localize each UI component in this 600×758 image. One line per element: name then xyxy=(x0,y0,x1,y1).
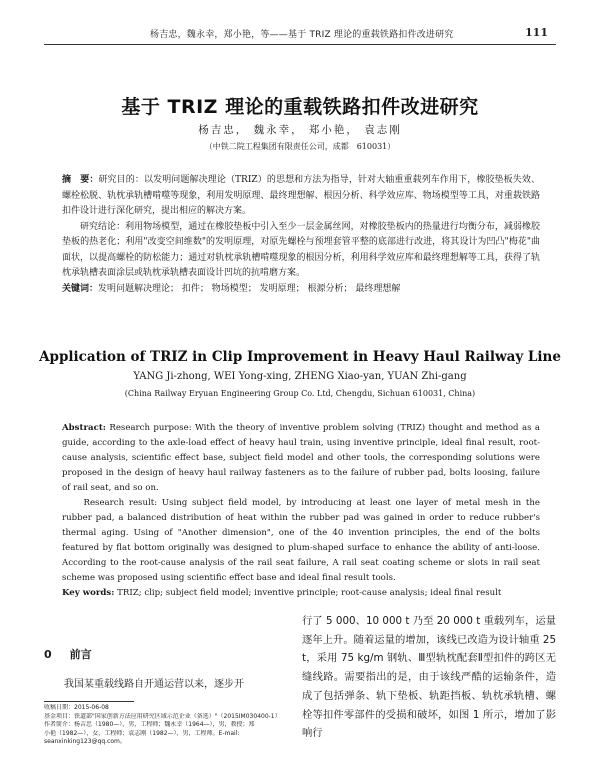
footnote-fund: 基金项目：铁道部"国家创新方法应用研究区域示范企业（备选）"（2015IM030400-1） xyxy=(44,712,281,720)
keywords-chinese xyxy=(62,282,540,298)
running-head: 杨吉忠，魏永幸，郑小艳，等——基于 TRIZ 理论的重载铁路扣件改进研究 xyxy=(150,30,454,40)
keywords-en-label: Key words: xyxy=(62,588,115,598)
authors-chinese: 杨吉忠， 魏永幸， 郑小艳， 袁志刚 xyxy=(198,124,402,136)
abstract-en-purpose xyxy=(62,421,540,496)
abstract-chinese xyxy=(62,173,540,297)
abstract-english xyxy=(62,421,540,601)
right-column xyxy=(302,612,556,743)
footnote-bio-1: 作者简介：杨吉忠（1980—），男，工程师；魏永幸（1964—），男，教授；郑 xyxy=(44,721,255,729)
left-column xyxy=(44,646,296,694)
footnote-rule xyxy=(44,701,134,702)
abstract-cn-result: 研究结论：利用物场模型，通过在橡胶垫板中引入至少一层金属丝网，对橡胶垫板内的热量进行均衡分布，减弱橡胶垫板的热老化；利用"改变空间维数"的发明原理，对原先螺栓与预埋套管平整的底部进行改进，将其设计为凹凸"梅花"曲面状，以提高螺栓的防松能力；通过对轨枕承轨槽啃噬现象的根因分析，利用科学效应库和最终理想解等工具，获得了轨枕承轨槽表面涂层或轨枕承轨槽表面设计凹坑的抗啃磨方案。 xyxy=(62,221,540,278)
footnote-bio-2: 小艳（1982—），女，工程师；袁志刚（1982—），男，工程师。E-mail: xyxy=(44,729,240,737)
footnote-received: 收稿日期：2015-06-08 xyxy=(44,704,109,711)
header-rule xyxy=(44,44,556,45)
section-heading xyxy=(44,646,296,662)
abstract-cn-purpose xyxy=(62,173,540,220)
title-chinese: 基于 TRIZ 理论的重载铁路扣件改进研究 xyxy=(121,96,479,118)
keywords-cn-label: 关键词： xyxy=(62,283,99,294)
section-title: 前言 xyxy=(69,648,92,661)
title-english: Application of TRIZ in Clip Improvement in Heavy Haul Railway Line xyxy=(39,349,561,365)
affiliation-chinese: （中铁二院工程集团有限责任公司，成都 610031） xyxy=(204,142,396,151)
authors-english: YANG Ji-zhong, WEI Yong-xing, ZHENG Xiao-yan, YUAN Zhi-gang xyxy=(133,371,467,382)
footnote-email: seanxinking123@qq.com。 xyxy=(44,738,126,746)
affiliation-english: (China Railway Eryuan Engineering Group Co. Ltd, Chengdu, Sichuan 610031, China) xyxy=(124,389,476,398)
keywords-cn-text: 发明问题解决理论； 扣件； 物场模型； 发明原理； 根源分析； 最终理想解 xyxy=(98,283,401,294)
abstract-cn-purpose-text: 研究目的：以发明问题解决理论（TRIZ）的思想和方法为指导，针对大轴重重载列车作用下，橡胶垫板失效、螺栓松脱、轨枕承轨槽啃噬等现象，利用发明原理、最终理想解、根因分析、科学效应库、物场模型等工具，对重载铁路扣件设计进行深化研究，提出相应的解决方案。 xyxy=(62,175,540,216)
abstract-en-label: Abstract: xyxy=(62,423,106,433)
abstract-cn-label: 摘 要： xyxy=(62,175,99,185)
keywords-english xyxy=(62,586,540,601)
keywords-en-text: TRIZ; clip; subject field model; inventive principle; root-cause analysis; ideal final result xyxy=(117,588,502,598)
abstract-en-result: Research result: Using subject field model, by introducing at least one layer of metal mesh in the rubber pad, a balanced distribution of heat within the rubber pad was gained in order to reduce rubber's thermal aging. Using of "Another dimension", one of the 40 invention principles, the end of the bolts featured by flat bottom originally was designed to plum-shaped surface to enhance the ability of anti-loose. According to the root-cause analysis of the rail seat failure, A rail seat coating scheme or slots in rail seat scheme was proposed using scientific effect base and ideal final result tools. xyxy=(62,498,540,583)
footnotes xyxy=(44,704,296,747)
intro-paragraph-left: 我国某重载线路自开通运营以来，逐步开 xyxy=(64,679,244,690)
intro-paragraph-right: 行了 5 000、10 000 t 乃至 20 000 t 重载列车，运量逐年上升。随着运量的增加，该线已改造为设计轴重 25 t，采用 75 kg/m 钢轨、Ⅲ型轨枕配套Ⅱ型扣件的跨区无缝线路。需要指出的是，由于该线严酷的运输条件，造成了包括弹条、轨下垫板、轨距挡板、轨枕承轨槽、螺栓等扣件零部件的受损和破坏，如图 1 所示，增加了影响行 xyxy=(302,615,556,740)
abstract-en-purpose-text: Research purpose: With the theory of inventive problem solving (TRIZ) thought and method as a guide, according to the axle-load effect of heavy haul train, using inventive principle, ideal final result, root-cause analysis, scientific effect base, subject field model and other tools, the corresponding solutions were proposed in the design of heavy haul railway fasteners as to the failure of rubber pad, bolts loosing, failure of rail seat, and so on. xyxy=(62,423,540,493)
page-number: 111 xyxy=(525,26,548,39)
section-number: 0 xyxy=(44,648,52,661)
